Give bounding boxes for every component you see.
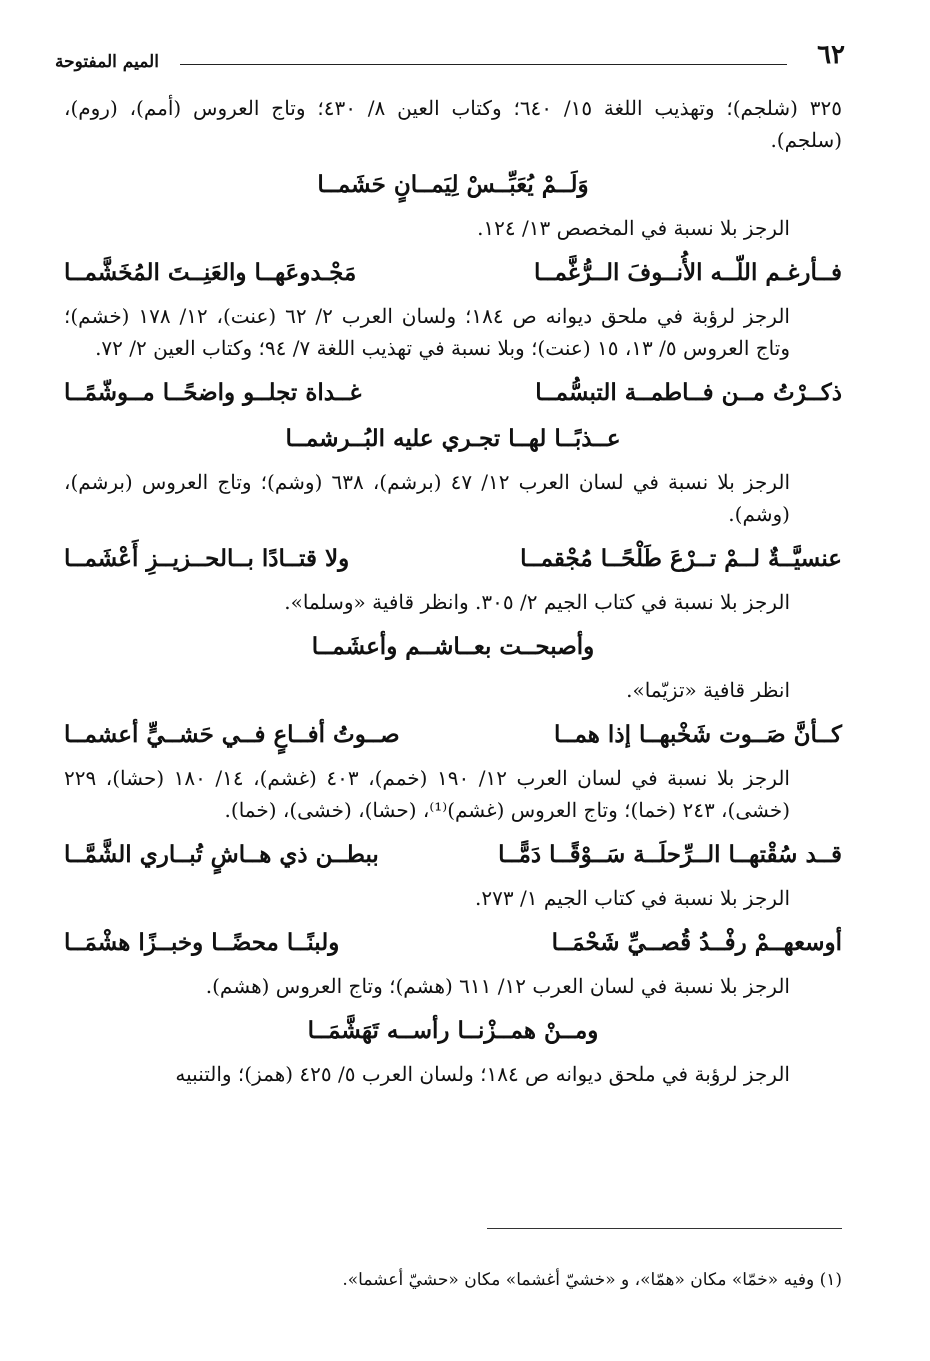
verse-line — [64, 926, 842, 960]
citation-note: الرجز بلا نسبة في لسان العرب ١٢/ ٦١١ (هشم)؛ وتاج العروس (هشم). — [205, 974, 790, 998]
verse-first-hemistich: أوسعهــمْ رفْــدُ قُصــيِّ شَحْمَــا — [551, 929, 842, 956]
verse-first-hemistich: فــأرغـم اللّــه الأُنــوفَ الــرُّغَّمــا — [534, 259, 842, 286]
citation-note: الرجز بلا نسبة في كتاب الجيم ٢/ ٣٠٥. وانظر قافية «وسلما». — [284, 590, 790, 614]
verse-second-hemistich: ولا قتــادًا بــالحــزيــزِ أَعْشَمــا — [64, 545, 350, 572]
verse-first-hemistich: كــأنَّ صَــوت شَخْبهــا إذا همــا — [554, 721, 842, 748]
verse-line — [64, 376, 842, 410]
citation-note: انظر قافية «تزيّما». — [626, 678, 790, 702]
verse-text: وَلَــمْ يُعَبِّــسْ لِيَمــانٍ حَشَمــا — [317, 171, 589, 198]
page-number: ٦٢ — [817, 40, 845, 70]
verse-second-hemistich: ولبنًــا محضًــا وخبــزًا هشْمَــا — [64, 929, 340, 956]
citation-note: الرجز بلا نسبة في لسان العرب ١٢/ ٤٧ (برشم)، ٦٣٨ (وشم)؛ وتاج العروس (برشم)، (وشم). — [64, 470, 790, 526]
citation-note: الرجز بلا نسبة في المخصص ١٣/ ١٢٤. — [477, 216, 790, 240]
footnote: (١) وفيه «خمّا» مكان «همّا»، و «خشيّ أغشما» مكان «حشيّ أعشما». — [342, 1270, 842, 1290]
verse-first-hemistich: عنسيَّــةٌ لــمْ تــرْعَ طَلْحًــا مُجْقمــا — [520, 545, 842, 572]
verse-second-hemistich: مَجْـدوعَهــا والعَنِــتَ المُخَشَّمــا — [64, 259, 357, 286]
verse-first-hemistich: ذكــرْتُ مــن فــاطمــة التبسُّمــا — [535, 379, 842, 406]
citation-note: الرجز لرؤبة في ملحق ديوانه ص ١٨٤؛ ولسان العرب ٢/ ٦٢ (عنت)، ١٢/ ١٧٨ (خشم)؛ وتاج العروس ٥/ ١٣، ١٥ (عنت)؛ وبلا نسبة في تهذيب اللغة ٧/ ٩٤؛ وكتاب العين ٢/ ٧٢. — [64, 304, 790, 360]
verse-text: وأصبحــت بعــاشــم وأعشَمــا — [311, 633, 595, 660]
verse-text: ومــنْ همــزْنــا رأســه تَهَشَّمَــا — [307, 1017, 599, 1044]
verse-line — [64, 718, 842, 752]
page-header — [55, 40, 845, 74]
verse-line — [64, 256, 842, 290]
main-content — [64, 92, 842, 1096]
header-rule — [180, 64, 787, 65]
verse-line — [64, 542, 842, 576]
citation-note: ٣٢٥ (شلجم)؛ وتهذيب اللغة ١٥/ ٦٤٠؛ وكتاب العين ٨/ ٤٣٠؛ وتاج العروس (أمم)، (روم)، (سلجم). — [64, 96, 843, 152]
footnote-divider — [487, 1228, 842, 1229]
verse-line — [64, 1014, 842, 1048]
verse-text: عــذبًــا لهــا تجـري عليه البُــرشمــا — [285, 425, 621, 452]
verse-first-hemistich: قــد سُقْتهــا الــرِّحلَــة سَــوْقًــا دَمًّــا — [498, 841, 842, 868]
verse-second-hemistich: صــوتُ أفــاعٍ فــي حَشــيٍّ أعشمــا — [64, 721, 400, 748]
citation-note: الرجز بلا نسبة في لسان العرب ١٢/ ١٩٠ (خمم)، ٤٠٣ (غشم)، ١٤/ ١٨٠ (حشا)، ٢٢٩ (خشى)، ٢٤٣ (خما)؛ وتاج العروس (غشم)⁽¹⁾، (حشا)، (خشى)، (خما). — [64, 766, 790, 822]
verse-line — [64, 422, 842, 456]
verse-second-hemistich: غــداة تجلــو واضحًــا مــوشّمًــا — [64, 379, 362, 406]
verse-line — [64, 630, 842, 664]
section-title: الميم المفتوحة — [55, 52, 159, 72]
citation-note: الرجز بلا نسبة في كتاب الجيم ١/ ٢٧٣. — [475, 886, 790, 910]
citation-note: الرجز لرؤبة في ملحق ديوانه ص ١٨٤؛ ولسان العرب ٥/ ٤٢٥ (همز)؛ والتنبيه — [175, 1062, 790, 1086]
verse-second-hemistich: ببطــن ذي هــاشٍ تُبــاري الشَّمَّــا — [64, 841, 379, 868]
verse-line — [64, 168, 842, 202]
verse-line — [64, 838, 842, 872]
